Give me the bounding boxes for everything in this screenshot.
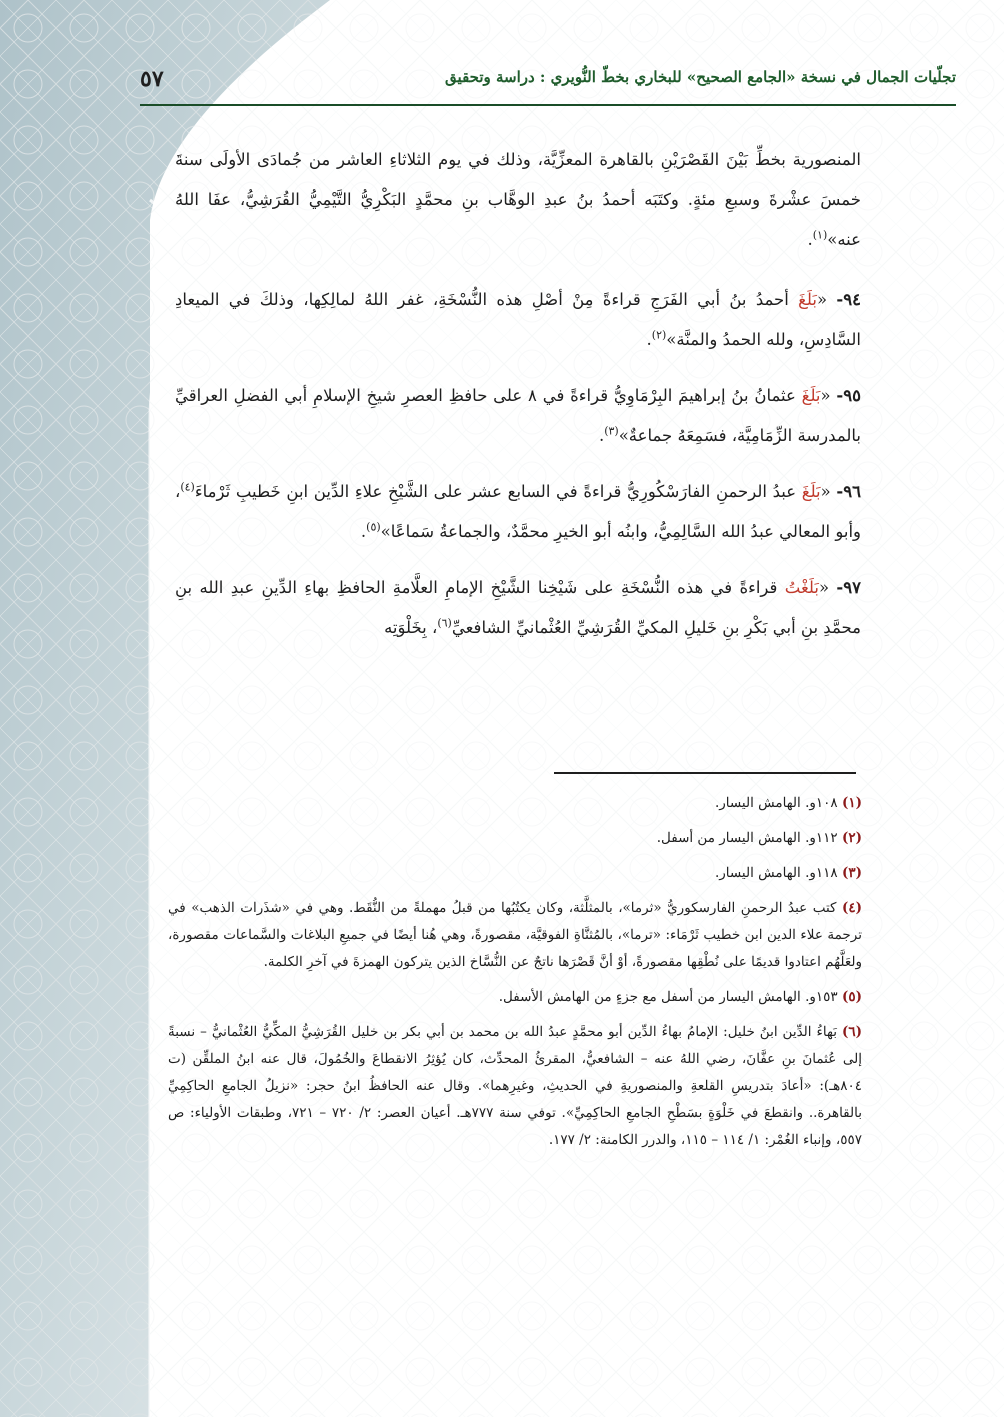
paragraph-text: المنصورية بخطِّ بَيْنَ القَصْرَيْنِ بالقاهرة المعزِّيَّة، وذلك في يوم الثلاثاءِ العاشر من جُمادَى الأولَى سنةَ خمسَ عشْرةَ وسبعِ مئةٍ. وكتَبَه أحمدُ بنُ عبدِ الوهَّاب بنِ محمَّدٍ البَكْرِيُّ التَّيْمِيُّ القُرَشِيُّ، عفَا اللهُ عنه» <box>175 150 861 249</box>
running-title: تجلّيات الجمال في نسخة «الجامع الصحيح» للبخاري بخطّ النُّويري : دراسة وتحقيق <box>445 68 956 86</box>
footnote-divider <box>554 772 856 774</box>
footnote-text: بَهاءُ الدِّين ابنُ خليل: الإمامُ بهاءُ الدِّين أبو محمَّدٍ عبدُ الله بن محمد بن أبي بكر بن خليل القُرَشِيُّ المكِّيُّ العُثْمانيُّ – نسبةً إلى عُثمانَ بنِ عفَّانَ، رضي اللهُ عنه – الشافعيُّ، المقرئُ المحدِّث، كان يُؤثِرُ الانقطاعَ والخُمُولَ، قال عنه ابنُ الملقِّن (ت ٨٠٤هـ): «أعادَ بتدريسِ القلعةِ والمنصوريةِ في الحديثِ، وغيرِهما». وقال عنه الحافظُ ابنُ حجر: «نزيلُ الجامعِ الحاكِمِيِّ بالقاهرة.. وانقطعَ في خَلْوَةٍ بسَطْحِ الجامعِ الحاكِمِيِّ». توفي سنة ٧٧٧هـ. أعيان العصر: ٢/ ٧٢٠ – ٧٢١، وطبقات الأولياء: ص ٥٥٧، وإنباء الغُمْر: ١/ ١١٤ – ١١٥، والدرر الكامنة: ٢/ ١٧٧. <box>168 1024 862 1148</box>
footnote-number: (٣) <box>841 865 862 881</box>
footnote-ref: (١) <box>812 228 828 242</box>
highlight-word: بَلَغْتُ <box>784 578 819 597</box>
footnote-2 <box>168 825 862 852</box>
footnote-text: ١٥٣و. الهامش اليسار من أسفل مع جزءٍ من الهامش الأسفل. <box>498 989 842 1005</box>
paragraph-end: . <box>646 330 652 349</box>
quote-open: « <box>818 578 830 597</box>
footnote-number: (١) <box>841 795 862 811</box>
paragraph-text: عثمانُ بنُ إبراهيمَ البِرْمَاوِيُّ قراءةً في ٨ على حافظِ العصرِ شيخِ الإسلامِ أبي الفضلِ العراقيِّ بالمدرسة الزِّمَامِيَّة، فسَمِعَهُ جماعةٌ» <box>175 386 861 445</box>
entry-95 <box>175 376 861 456</box>
paragraph-end: . <box>598 426 605 445</box>
paragraph-text-continued: ، بِخَلْوَتِه <box>384 618 438 637</box>
entry-number: ٩٦- <box>836 482 861 501</box>
paragraph-end: . <box>807 230 813 249</box>
entry-number: ٩٤- <box>836 290 862 309</box>
paragraph-text-continued: ، وأبو المعالي عبدُ الله السَّالِمِيُّ، وابنُه أبو الخيرِ محمَّدٌ، والجماعةُ سَماعًا» <box>175 482 861 541</box>
main-text-body <box>175 140 861 664</box>
footnote-1 <box>168 790 862 817</box>
footnote-text: ١١٢و. الهامش اليسار من أسفل. <box>656 830 842 846</box>
footnote-text: كتب عبدُ الرحمنِ الفارسكوريُّ «ثرما»، بالمثلَّثة، وكان يكتُبُها من قبلُ مهملةً من النُّقَط. وهي في «شذَرات الذهب» في ترجمة علاء الدين ابن خطيب ثَرْمَاء: «ترما»، بالمُثنَّاةِ الفوقيَّة، مقصورةً، وهي هُنا أيضًا في جميعِ البلاغات والسَّماعات مقصورة، ولعَلَّهُم اعتادوا قديمًا على نُطْقِها مقصورةً، أوْ أنَّ قَصْرَها ناتجٌ عن النُّسَّاخ الذين يتركون الهمزةَ في آخرِ الكلمة. <box>168 900 862 970</box>
entry-97 <box>175 568 861 648</box>
footnote-number: (٢) <box>841 830 862 846</box>
entry-96 <box>175 472 861 552</box>
footnote-number: (٤) <box>841 900 862 916</box>
paragraph-end: . <box>360 522 367 541</box>
quote-open: « <box>816 290 828 309</box>
footnote-number: (٥) <box>841 989 862 1005</box>
footnote-ref: (٦) <box>437 616 452 630</box>
footnote-number: (٦) <box>841 1024 862 1040</box>
footnote-text: ١٠٨و. الهامش اليسار. <box>714 795 842 811</box>
entry-94 <box>175 280 861 360</box>
paragraph-text: أحمدُ بنُ أبي الفَرَجِ قراءةً مِنْ أصْلِ هذه النُّسْخَةِ، غفر اللهُ لمالِكِها، وذلكَ في الميعادِ السَّادِسِ، ولله الحمدُ والمنَّة» <box>175 290 861 349</box>
page-header <box>140 64 956 104</box>
paragraph-text: قراءةً في هذه النُّسْخَةِ على شَيْخِنا الشَّيْخِ الإمامِ العلَّامةِ الحافظِ بهاءِ الدِّينِ عبدِ الله بنِ محمَّدِ بنِ أبي بَكْرِ بنِ خَليلِ المكيِّ القُرَشِيِّ العُثْمانيِّ الشافعيِّ <box>175 578 861 637</box>
quote-open: « <box>820 386 831 405</box>
footnote-5 <box>168 984 862 1011</box>
entry-number: ٩٧- <box>836 578 861 597</box>
footnote-ref: (٣) <box>604 424 619 438</box>
footnote-ref: (٥) <box>366 520 381 534</box>
footnote-ref: (٢) <box>651 328 667 342</box>
continued-paragraph <box>175 140 861 260</box>
page-number: ٥٧ <box>140 66 164 92</box>
quote-open: « <box>820 482 831 501</box>
paragraph-text: عبدُ الرحمنِ الفارَسْكُورِيُّ قراءةً في السابع عشر على الشَّيْخِ علاءِ الدِّين ابنِ خَطيبِ ثَرْماءَ <box>194 482 802 501</box>
highlight-word: بَلَغَ <box>801 386 821 405</box>
footnotes-section <box>168 790 862 1162</box>
footnote-3 <box>168 860 862 887</box>
header-divider <box>140 104 956 106</box>
footnote-ref: (٤) <box>180 480 195 494</box>
entry-number: ٩٥- <box>836 386 861 405</box>
footnote-4 <box>168 895 862 976</box>
footnote-text: ١١٨و. الهامش اليسار. <box>714 865 842 881</box>
highlight-word: بَلَغَ <box>801 482 821 501</box>
footnote-6 <box>168 1019 862 1154</box>
highlight-word: بَلَغَ <box>798 290 817 309</box>
